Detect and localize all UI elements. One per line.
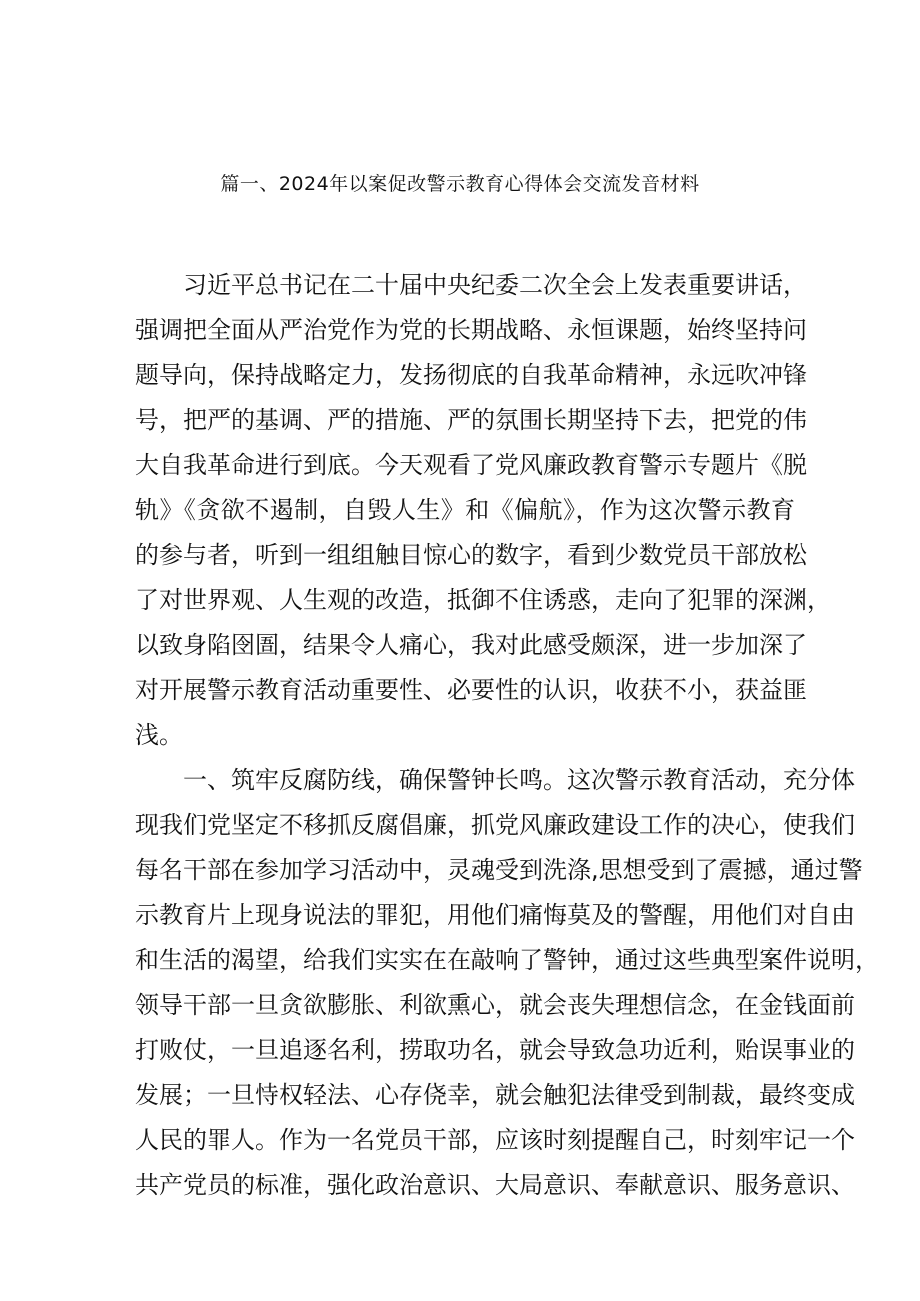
- text-line: 发展；一旦恃权轻法、心存侥幸，就会触犯法律受到制裁，最终变成: [135, 1081, 855, 1109]
- text-line: 浅。: [135, 721, 183, 749]
- text-line: 和生活的渴望，给我们实实在在敲响了警钟，通过这些典型案件说明，: [135, 946, 879, 974]
- text-line: 轨》《贪欲不遏制，自毁人生》和《偏航》，作为这次警示教育: [135, 496, 795, 524]
- text-line: 现我们党坚定不移抓反腐倡廉，抓党风廉政建设工作的决心，使我们: [135, 811, 855, 839]
- text-line: 强调把全面从严治党作为党的长期战略、永恒课题，始终坚持问: [135, 316, 807, 344]
- text-line: 以致身陷囹圄，结果令人痛心，我对此感受颇深，进一步加深了: [135, 631, 807, 659]
- text-line: 人民的罪人。作为一名党员干部，应该时刻提醒自己，时刻牢记一个: [135, 1126, 855, 1154]
- text-line: 领导干部一旦贪欲膨胀、利欲熏心，就会丧失理想信念，在金钱面前: [135, 991, 855, 1019]
- document-title: 篇一、2024年以案促改警示教育心得体会交流发音材料: [220, 173, 700, 195]
- text-line: 习近平总书记在二十届中央纪委二次全会上发表重要讲话，: [183, 271, 807, 299]
- text-line: 题导向，保持战略定力，发扬彻底的自我革命精神，永远吹冲锋: [135, 361, 807, 389]
- text-line: 打败仗，一旦追逐名利，捞取功名，就会导致急功近利，贻误事业的: [135, 1036, 855, 1064]
- text-line: 了对世界观、人生观的改造，抵御不住诱惑，走向了犯罪的深渊，: [135, 586, 831, 614]
- text-line: 每名干部在参加学习活动中，灵魂受到洗涤,思想受到了震撼，通过警: [135, 856, 863, 884]
- text-line: 一、筑牢反腐防线，确保警钟长鸣。这次警示教育活动，充分体: [183, 766, 855, 794]
- text-line: 对开展警示教育活动重要性、必要性的认识，收获不小，获益匪: [135, 676, 807, 704]
- text-line: 的参与者，听到一组组触目惊心的数字，看到少数党员干部放松: [135, 541, 807, 569]
- text-line: 大自我革命进行到底。今天观看了党风廉政教育警示专题片《脱: [135, 451, 807, 479]
- text-line: 号，把严的基调、严的措施、严的氛围长期坚持下去，把党的伟: [135, 406, 807, 434]
- text-line: 共产党员的标准，强化政治意识、大局意识、奉献意识、服务意识、: [135, 1171, 855, 1199]
- text-line: 示教育片上现身说法的罪犯，用他们痛悔莫及的警醒，用他们对自由: [135, 901, 855, 929]
